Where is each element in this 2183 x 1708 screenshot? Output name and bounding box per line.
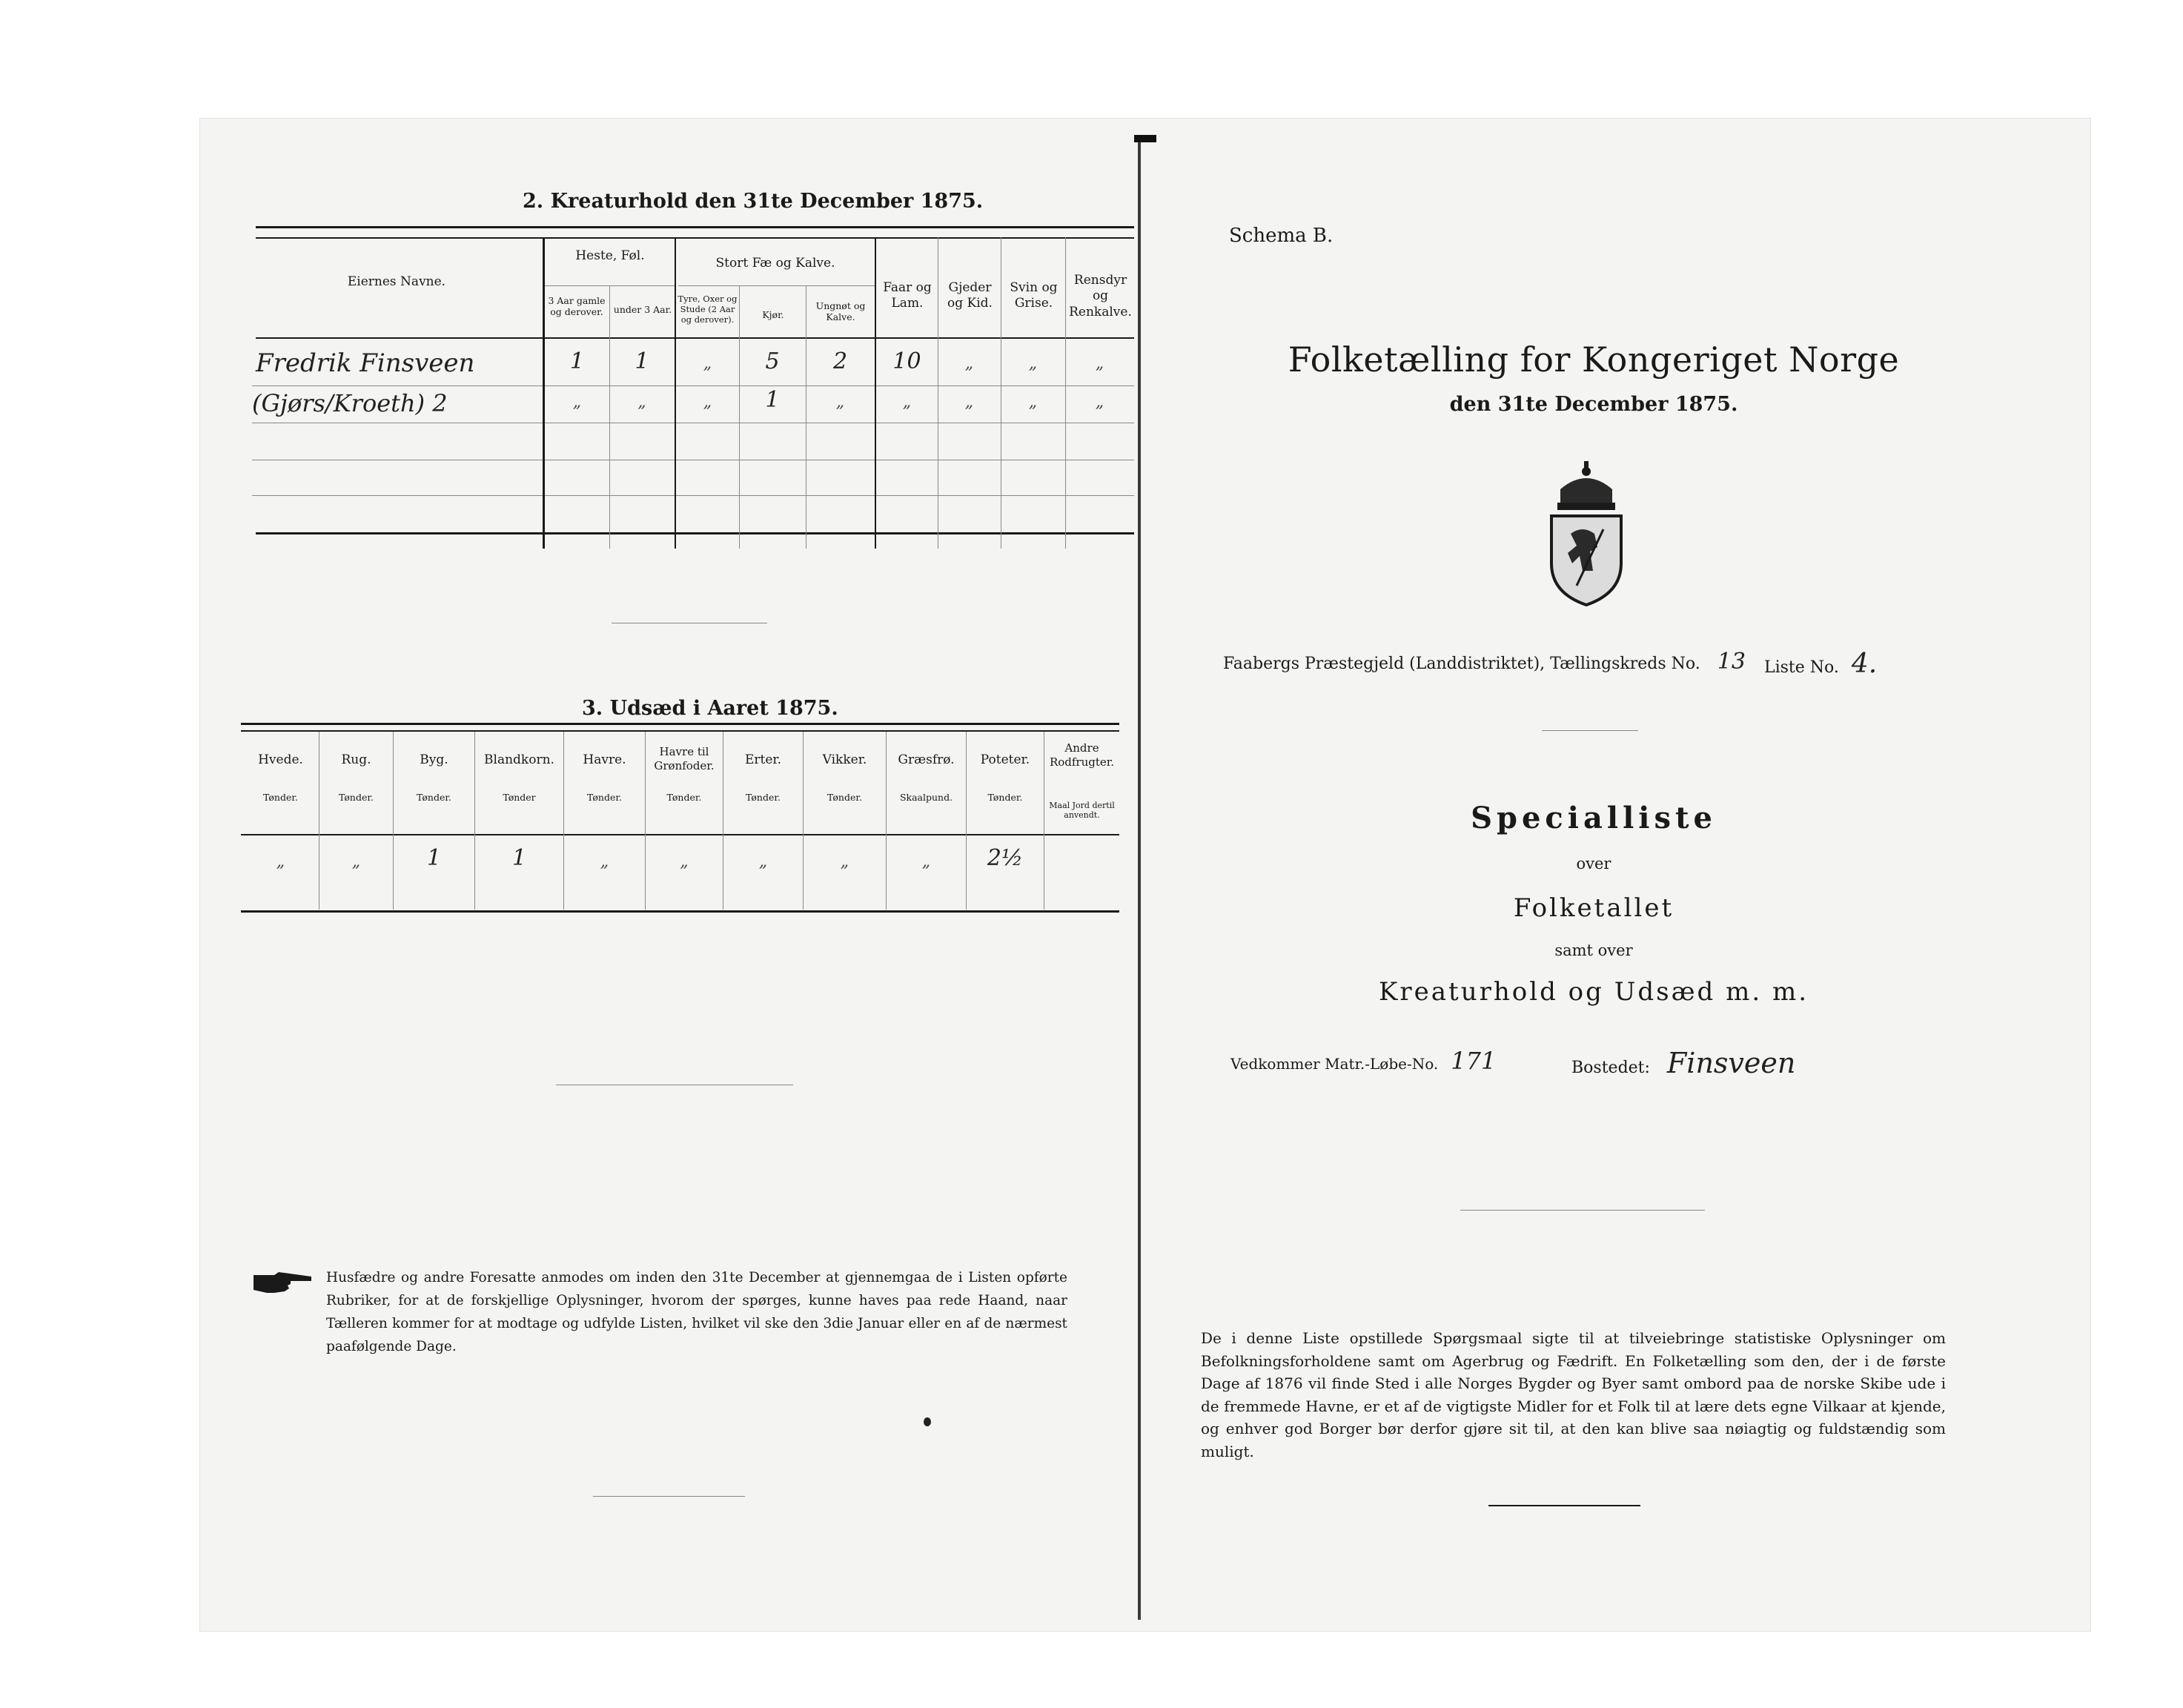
header-sheep: Faar og Lam. [883, 280, 932, 311]
cell-sheep: 10 [892, 348, 921, 374]
cell-horses-old: 1 [569, 348, 585, 374]
seed-value: „ [758, 853, 768, 871]
seed-header-name: Blandkorn. [484, 752, 554, 767]
page-fold-mark [1134, 135, 1156, 142]
seed-header-name: Græsfrø. [898, 752, 955, 767]
seed-header-name: Byg. [420, 752, 448, 767]
seed-header-unit: Skaalpund. [899, 792, 953, 803]
seed-value: „ [680, 853, 689, 871]
coat-of-arms-emblem [1538, 460, 1634, 608]
seed-value: „ [840, 853, 849, 871]
header-goats: Gjeder og Kid. [947, 280, 993, 311]
header-cattle-cows: Kjør. [762, 309, 784, 320]
cell-goats: „ [964, 393, 974, 411]
cell-horses-old: „ [572, 393, 582, 411]
cell-horses-young: „ [637, 393, 646, 411]
seed-header-name: Rug. [341, 752, 371, 767]
separator-line [1460, 1210, 1705, 1211]
folketallet-heading: Folketallet [1513, 893, 1674, 923]
census-date: den 31te December 1875. [1449, 393, 1738, 416]
bosted-label: Bostedet: [1571, 1059, 1650, 1077]
header-cattle-bulls: Tyre, Oxer og Stude (2 Aar og derover). [678, 294, 738, 325]
seed-header-unit: Tønder. [987, 792, 1023, 803]
matr-number: 171 [1451, 1047, 1497, 1075]
seed-header-name: Erter. [744, 752, 782, 767]
seed-value: 1 [426, 845, 442, 871]
page-fold [1138, 137, 1141, 1620]
list-number: 4. [1851, 649, 1878, 679]
district-label: Faabergs Præstegjeld (Landdistriktet), Tællingskreds No. [1223, 655, 1700, 673]
header-horses: Heste, Føl. [575, 248, 645, 263]
separator-line [1542, 730, 1638, 731]
cell-pigs: „ [1028, 393, 1038, 411]
seed-header-unit: Tønder. [417, 792, 451, 803]
seed-header-name: Poteter. [980, 752, 1030, 767]
seed-header-unit: Tønder. [746, 792, 781, 803]
header-owner-name: Eiernes Navne. [347, 274, 446, 289]
cell-reindeer: „ [1095, 354, 1104, 373]
livestock-section-title: 2. Kreaturhold den 31te December 1875. [523, 190, 984, 213]
seed-header-unit: Tønder [503, 792, 536, 803]
seed-value: „ [921, 853, 931, 871]
cell-sheep: „ [902, 393, 912, 411]
ink-dot [924, 1417, 931, 1426]
seed-header-name: Andre Rodfrugter. [1049, 741, 1115, 769]
cell-bulls: „ [703, 393, 712, 411]
district-line [1223, 649, 1746, 675]
kreaturhold-heading: Kreaturhold og Udsæd m. m. [1378, 977, 1809, 1007]
bosted-line [1571, 1047, 1795, 1079]
header-horses-under-3: under 3 Aar. [613, 304, 672, 315]
seed-header-name: Havre til Grønfoder. [654, 745, 715, 772]
seed-header-unit: Maal Jord dertil anvendt. [1049, 801, 1115, 821]
header-cattle-young: Ungnøt og Kalve. [815, 300, 866, 322]
cell-bulls: „ [703, 354, 712, 373]
cell-reindeer: „ [1095, 393, 1104, 411]
seed-value: 1 [511, 845, 527, 871]
header-cattle: Stort Fæ og Kalve. [715, 256, 835, 271]
cell-young-cattle: „ [835, 393, 845, 411]
seed-header-unit: Tønder. [263, 792, 298, 803]
seed-header-unit: Tønder. [666, 792, 702, 803]
bosted-value: Finsveen [1666, 1047, 1796, 1079]
seed-value: „ [276, 853, 285, 871]
pointing-hand-icon [252, 1269, 314, 1296]
header-reindeer: Rensdyr og Renkalve. [1069, 273, 1132, 320]
cell-cows: 5 [765, 348, 780, 374]
matr-line [1230, 1047, 1496, 1075]
cell-cows: 1 [765, 387, 780, 413]
cell-horses-young: 1 [635, 348, 649, 374]
seed-header-name: Vikker. [822, 752, 867, 767]
matr-label: Vedkommer Matr.-Løbe-No. [1230, 1055, 1439, 1073]
seed-header-name: Hvede. [258, 752, 303, 767]
samt-over-text: samt over [1554, 941, 1633, 959]
seed-header-name: Havre. [583, 752, 626, 767]
over-text: over [1576, 855, 1611, 873]
seed-value: 2½ [987, 845, 1024, 871]
footnote-text: Husfædre og andre Foresatte anmodes om inden den 31te December at gjennemgaa de i Listen opførte Rubriker, for at de forskjellige Oplysninger, hvorom der spørges, kunne haves paa rede Haand, naar Tælleren kommer for at modtage og udfylde Listen, hvilket vil ske den 3die Januar eller en af de nærmest paafølgende Dage. [326, 1270, 1067, 1354]
list-label: Liste No. [1764, 658, 1839, 677]
cell-young-cattle: 2 [832, 348, 848, 374]
separator-line [593, 1496, 745, 1497]
schema-label: Schema B. [1229, 225, 1334, 247]
specialliste-heading: Specialliste [1471, 801, 1717, 835]
seed-header-unit: Tønder. [339, 792, 374, 803]
header-pigs: Svin og Grise. [1010, 280, 1058, 311]
district-number: 13 [1717, 649, 1746, 675]
cell-goats: „ [964, 354, 974, 373]
census-title: Folketælling for Kongeriget Norge [1288, 340, 1900, 380]
separator-line [1488, 1505, 1640, 1506]
seed-value: „ [351, 853, 361, 871]
list-line [1764, 649, 1877, 679]
seed-header-unit: Tønder. [827, 792, 862, 803]
seed-header-unit: Tønder. [587, 792, 622, 803]
owner-name: Fredrik Finsveen [256, 348, 475, 378]
header-horses-3-years: 3 Aar gamle og derover. [548, 295, 606, 317]
cell-pigs: „ [1028, 354, 1038, 373]
seed-value: „ [600, 853, 609, 871]
info-paragraph: De i denne Liste opstillede Spørgsmaal sigte til at tilveiebringe statistiske Oplysninger om Befolkningsforholdene samt om Agerbrug og Fædrift. En Folketælling som den, der i de første Dage af 1876 vil finde Sted i alle Norges Bygder og Byer samt ombord paa de norske Skibe ude i de fremmede Havne, er et af de vigtigste Midler for et Folk til at lære dets egne Vilkaar at kjende, og enhver god Borger bør derfor gjøre sit til, at den kan blive saa nøiagtig og fuldstændig som muligt. [1201, 1329, 1946, 1460]
owner-name: (Gjørs/Kroeth) 2 [252, 389, 448, 417]
seed-section-title: 3. Udsæd i Aaret 1875. [582, 697, 838, 720]
